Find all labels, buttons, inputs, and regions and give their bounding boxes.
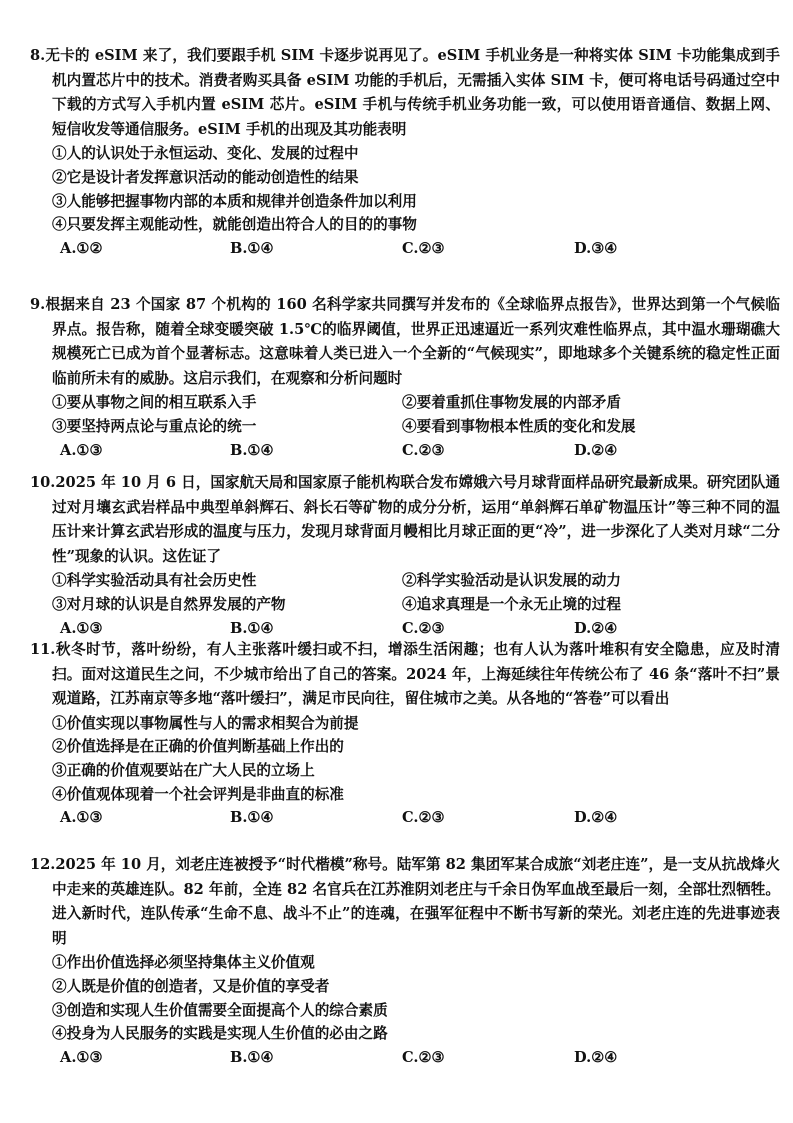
stem-text: 2025 年 10 月，刘老庄连被授予“时代楷模”称号。陆军第 82 集团军某合成旅“刘老庄连”，是一支从抗战烽火中走来的英雄连队。82 年前，全连 82 名官兵在江苏淮阴刘老庄与千余日伪军血战至最后一刻，全部壮烈牺牲。进入新时代，连队传承“生命不息、战斗不止”的连魂，在强军征程中不断书写新的荣光。刘老庄连的先进事迹表明 bbox=[52, 856, 780, 947]
choice-d[interactable]: D.②④ bbox=[574, 441, 618, 459]
question-stem bbox=[30, 638, 780, 712]
answer-choices bbox=[30, 439, 780, 463]
choice-a[interactable]: A.①③ bbox=[60, 619, 103, 637]
question-9 bbox=[30, 293, 780, 462]
question-stem bbox=[30, 471, 780, 569]
choice-d[interactable]: D.③④ bbox=[574, 239, 618, 257]
statement-4: ④要看到事物根本性质的变化和发展 bbox=[402, 417, 636, 435]
choice-b[interactable]: B.①④ bbox=[230, 239, 274, 257]
choice-c[interactable]: C.②③ bbox=[402, 809, 445, 827]
choice-d[interactable]: D.②④ bbox=[574, 619, 618, 637]
choice-a[interactable]: A.①③ bbox=[60, 809, 103, 827]
choice-a[interactable]: A.①③ bbox=[60, 441, 103, 459]
choice-d[interactable]: D.②④ bbox=[574, 809, 618, 827]
statement-1: ①要从事物之间的相互联系入手 bbox=[52, 394, 257, 412]
question-10 bbox=[30, 471, 780, 640]
question-number: 8. bbox=[30, 47, 46, 64]
question-number: 11. bbox=[30, 641, 56, 658]
statement-3: ③人能够把握事物内部的本质和规律并创造条件加以利用 bbox=[52, 192, 417, 210]
choice-d[interactable]: D.②④ bbox=[574, 1048, 618, 1066]
stem-text: 根据来自 23 个国家 87 个机构的 160 名科学家共同撰写并发布的《全球临界点报告》，世界达到第一个气候临界点。报告称，随着全球变暖突破 1.5℃的临界阈值，世界正迅速逼近一系列灾难性临界点，其中温水珊瑚礁大规模死亡已成为首个显著标志。这意味着人类已进入一个全新的“气候现实”，即地球多个关键系统的稳定性正面临前所未有的威胁。这启示我们，在观察和分析问题时 bbox=[45, 296, 780, 387]
statement-4: ④投身为人民服务的实践是实现人生价值的必由之路 bbox=[52, 1025, 388, 1043]
statement-2: ②它是设计者发挥意识活动的能动创造性的结果 bbox=[52, 168, 359, 186]
choice-b[interactable]: B.①④ bbox=[230, 441, 274, 459]
answer-choices bbox=[30, 1046, 780, 1070]
stem-text: 秋冬时节，落叶纷纷，有人主张落叶缓扫或不扫，增添生活闲趣；也有人认为落叶堆积有安全隐患，应及时清扫。面对这道民生之问，不少城市给出了自己的答案。2024 年，上海延续往年传统公布了 46 条“落叶不扫”景观道路，江苏南京等多地“落叶缓扫”，满足市民向往，留住城市之美。从各地的“答卷”可以看出 bbox=[52, 641, 780, 708]
statement-4: ④只要发挥主观能动性，就能创造出符合人的目的的事物 bbox=[52, 216, 417, 234]
question-number: 12. bbox=[30, 856, 56, 873]
statement-4: ④追求真理是一个永无止境的过程 bbox=[402, 595, 621, 613]
stem-text: 2025 年 10 月 6 日，国家航天局和国家原子能机构联合发布嫦娥六号月球背面样品研究最新成果。研究团队通过对月壤玄武岩样品中典型单斜辉石、斜长石等矿物的成分分析，运用“单斜辉石单矿物温压计”等三种不同的温压计来计算玄武岩形成的温度与压力，发现月球背面月幔相比月球正面的更“冷”，进一步深化了人类对月球“二分性”现象的认识。这佐证了 bbox=[52, 474, 780, 565]
choice-c[interactable]: C.②③ bbox=[402, 619, 445, 637]
choice-a[interactable]: A.①② bbox=[60, 239, 103, 257]
statement-4: ④价值观体现着一个社会评判是非曲直的标准 bbox=[52, 785, 344, 803]
statement-grid bbox=[30, 569, 780, 616]
choice-b[interactable]: B.①④ bbox=[230, 1048, 274, 1066]
statement-2: ②科学实验活动是认识发展的动力 bbox=[402, 572, 621, 590]
stem-text: 无卡的 eSIM 来了，我们要跟手机 SIM 卡逐步说再见了。eSIM 手机业务是一种将实体 SIM 卡功能集成到手机内置芯片中的技术。消费者购买具备 eSIM 功能的手机后，无需插入实体 SIM 卡，便可将电话号码通过空中下载的方式写入手机内置 eSIM 芯片。eSIM 手机与传统手机业务功能一致，可以使用语音通信、数据上网、短信收发等通信服务。eSIM 手机的出现及其功能表明 bbox=[45, 47, 780, 138]
statement-1: ①人的认识处于永恒运动、变化、发展的过程中 bbox=[52, 145, 359, 163]
statement-3: ③正确的价值观要站在广大人民的立场上 bbox=[52, 761, 315, 779]
choice-c[interactable]: C.②③ bbox=[402, 441, 445, 459]
answer-choices bbox=[30, 806, 780, 830]
statement-1: ①科学实验活动具有社会历史性 bbox=[52, 572, 257, 590]
statement-3: ③对月球的认识是自然界发展的产物 bbox=[52, 595, 286, 613]
statement-1: ①价值实现以事物属性与人的需求相契合为前提 bbox=[52, 714, 359, 732]
question-11 bbox=[30, 638, 780, 830]
answer-choices bbox=[30, 617, 780, 641]
statement-2: ②人既是价值的创造者，又是价值的享受者 bbox=[52, 977, 330, 995]
statement-3: ③要坚持两点论与重点论的统一 bbox=[52, 417, 257, 435]
question-8 bbox=[30, 44, 780, 260]
choice-b[interactable]: B.①④ bbox=[230, 809, 274, 827]
statement-3: ③创造和实现人生价值需要全面提高个人的综合素质 bbox=[52, 1001, 388, 1019]
statement-2: ②要着重抓住事物发展的内部矛盾 bbox=[402, 394, 621, 412]
question-stem bbox=[30, 44, 780, 142]
choice-a[interactable]: A.①③ bbox=[60, 1048, 103, 1066]
statement-2: ②价值选择是在正确的价值判断基础上作出的 bbox=[52, 738, 344, 756]
question-stem bbox=[30, 853, 780, 951]
statement-1: ①作出价值选择必须坚持集体主义价值观 bbox=[52, 954, 315, 972]
choice-c[interactable]: C.②③ bbox=[402, 1048, 445, 1066]
question-number: 10. bbox=[30, 474, 56, 491]
answer-choices bbox=[30, 237, 780, 261]
question-stem bbox=[30, 293, 780, 391]
question-number: 9. bbox=[30, 296, 46, 313]
choice-b[interactable]: B.①④ bbox=[230, 619, 274, 637]
statement-grid bbox=[30, 391, 780, 438]
question-12 bbox=[30, 853, 780, 1069]
choice-c[interactable]: C.②③ bbox=[402, 239, 445, 257]
